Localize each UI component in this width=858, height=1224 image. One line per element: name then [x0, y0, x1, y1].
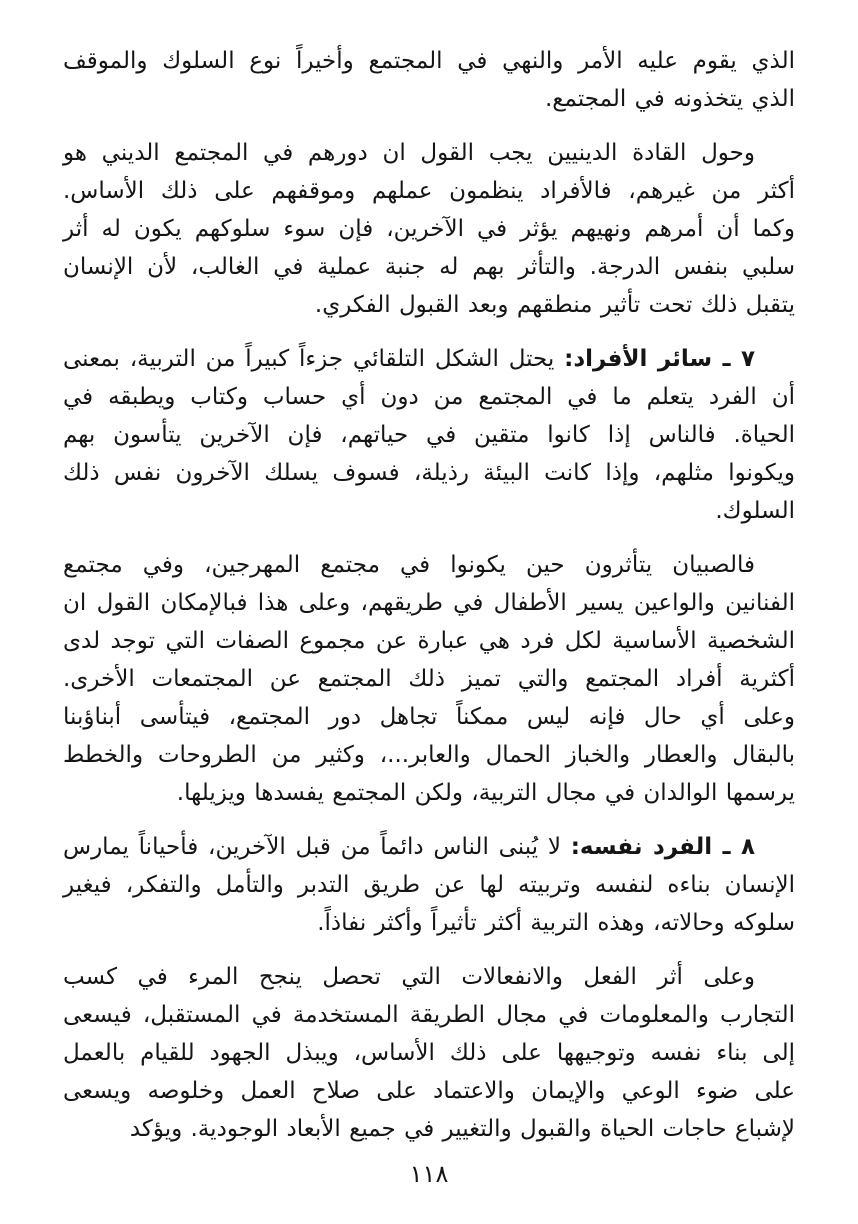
text-line: ٧ ـ سائر الأفراد: يحتل الشكل التلقائي جزءاً كبيراً من التربية، بمعنى: [63, 346, 755, 372]
text-line: فالصبيان يتأثرون حين يكونوا في مجتمع المهرجين، وفي مجتمع: [63, 552, 755, 578]
text-line: إلى بناء نفسه وتوجيهها على ذلك الأساس، ويبذل الجهود للقيام بالعمل: [63, 1040, 795, 1066]
paragraph: [63, 340, 795, 530]
paragraph: [63, 546, 795, 812]
text-line: الشخصية الأساسية لكل فرد هي عبارة عن مجموع الصفات التي توجد لدى: [63, 628, 795, 654]
text-line: السلوك.: [715, 498, 795, 524]
page-text-block: [63, 42, 795, 1148]
text-line: يرسمها الوالدان في مجال التربية، ولكن المجتمع يفسدها ويزيلها.: [176, 780, 795, 806]
text-line: سلوكه وحالاته، وهذه التربية أكثر تأثيراً وأكثر نفاذاً.: [317, 910, 795, 936]
text-line: الفنانين والواعين يسير الأطفال في طريقهم، وعلى هذا فبالإمكان القول ان: [63, 590, 795, 616]
item-heading: ٨ ـ الفرد نفسه:: [570, 834, 755, 860]
text-line: الحياة. فالناس إذا كانوا متقين في حياتهم، فإن الآخرين يتأسون بهم: [63, 422, 795, 448]
text-line: ويكونوا مثلهم، وإذا كانت البيئة رذيلة، فسوف يسلك الآخرون نفس ذلك: [63, 460, 795, 486]
text-line: على ضوء الوعي والإيمان والاعتماد على صلاح العمل وخلوصه ويسعى: [63, 1078, 795, 1104]
text-line: لإشباع حاجات الحياة والقبول والتغيير في جميع الأبعاد الوجودية. ويؤكد: [129, 1116, 795, 1142]
paragraph: [63, 134, 795, 324]
paragraph: [63, 42, 795, 118]
text-line: الإنسان بناءه لنفسه وتربيته لها عن طريق التدبر والتأمل والتفكر، فيغير: [63, 872, 795, 898]
text-line: وكما أن أمرهم ونهيهم يؤثر في الآخرين، فإن سوء سلوكهم يكون له أثر: [63, 216, 795, 242]
text-line: أكثرية أفراد المجتمع والتي تميز ذلك المجتمع عن المجتمعات الأخرى.: [63, 666, 795, 692]
text-line: وحول القادة الدينيين يجب القول ان دورهم في المجتمع الديني هو: [63, 140, 755, 166]
text-line: التجارب والمعلومات في مجال الطريقة المستخدمة في المستقبل، فيسعى: [63, 1002, 795, 1028]
paragraph: [63, 828, 795, 942]
text-line: وعلى أي حال فإنه ليس ممكناً تجاهل دور المجتمع، فيتأسى أبناؤبنا: [63, 704, 795, 730]
text-line: بالبقال والعطار والخباز الحمال والعابر...، وكثير من الطروحات والخطط: [63, 742, 795, 768]
paragraph: [63, 958, 795, 1148]
page-number: ١١٨: [409, 1160, 449, 1188]
text-line: أكثر من غيرهم، فالأفراد ينظمون عملهم وموقفهم على ذلك الأساس.: [63, 178, 795, 204]
text-line: أن الفرد يتعلم ما في المجتمع من دون أي حساب وكتاب ويطبقه في: [63, 384, 795, 410]
text-line: سلبي بنفس الدرجة. والتأثر بهم له جنبة عملية في الغالب، لأن الإنسان: [63, 254, 795, 280]
text-line: الذي يقوم عليه الأمر والنهي في المجتمع وأخيراً نوع السلوك والموقف: [63, 48, 795, 74]
text-line: الذي يتخذونه في المجتمع.: [544, 86, 795, 112]
item-heading: ٧ ـ سائر الأفراد:: [564, 346, 755, 372]
text-line: ٨ ـ الفرد نفسه: لا يُبنى الناس دائماً من قبل الآخرين، فأحياناً يمارس: [63, 834, 755, 860]
text-line: وعلى أثر الفعل والانفعالات التي تحصل ينجح المرء في كسب: [63, 964, 755, 990]
text-line: يتقبل ذلك تحت تأثير منطقهم وبعد القبول الفكري.: [314, 292, 795, 318]
